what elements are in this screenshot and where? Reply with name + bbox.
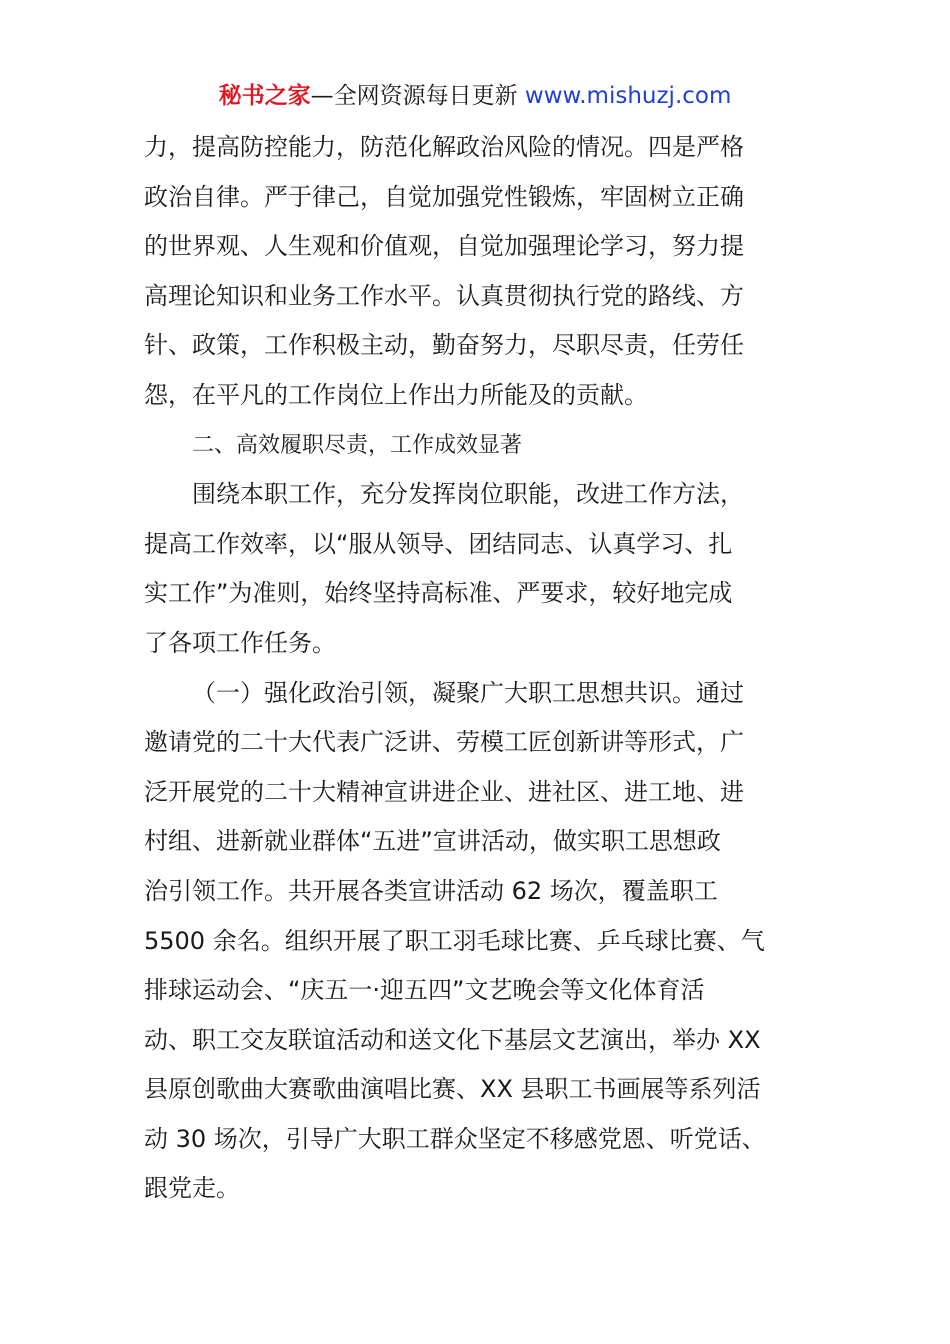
text-line: 力，提高防控能力，防范化解政治风险的情况。四是严格: [144, 133, 744, 161]
text-line: 怨，在平凡的工作岗位上作出力所能及的贡献。: [144, 380, 648, 409]
text-line: 高理论知识和业务工作水平。认真贯彻执行党的路线、方: [144, 281, 744, 310]
paragraph-first-line: 围绕本职工作，充分发挥岗位职能，改进工作方法，: [192, 480, 744, 509]
text-line: 政治自律。严于律己，自觉加强党性锻炼，牢固树立正确: [144, 182, 744, 211]
document-body: [144, 123, 814, 1214]
text-line: 泛开展党的二十大精神宣讲进企业、进社区、进工地、进: [144, 777, 744, 806]
text-line: 针、政策，工作积极主动，勤奋努力，尽职尽责，任劳任: [144, 331, 744, 360]
text-line: 治引领工作。共开展各类宣讲活动 62 场次，覆盖职工: [144, 876, 718, 905]
text-line: 的世界观、人生观和价值观，自觉加强理论学习，努力提: [144, 232, 744, 261]
text-line: 了各项工作任务。: [144, 628, 336, 657]
text-line: 实工作”为准则，始终坚持高标准、严要求，较好地完成: [144, 579, 733, 608]
header-tagline: —全网资源每日更新: [310, 83, 518, 109]
text-line: 县原创歌曲大赛歌曲演唱比赛、XX 县职工书画展等系列活: [144, 1075, 761, 1104]
text-line: 动、职工交友联谊活动和送文化下基层文艺演出，举办 XX: [144, 1025, 761, 1054]
page-header: [0, 80, 950, 112]
text-line: 5500 余名。组织开展了职工羽毛球比赛、乒乓球比赛、气: [144, 926, 765, 955]
section-heading: 二、高效履职尽责，工作成效显著: [192, 432, 523, 458]
text-line: 动 30 场次，引导广大职工群众坚定不移感党恩、听党话、: [144, 1124, 766, 1153]
website-link[interactable]: www.mishuzj.com: [524, 83, 732, 109]
text-line: 村组、进新就业群体“五进”宣讲活动，做实职工思想政: [144, 827, 721, 856]
text-line: 邀请党的二十大代表广泛讲、劳模工匠创新讲等形式，广: [144, 728, 744, 757]
brand-name: 秘书之家: [218, 83, 311, 109]
text-line: 排球运动会、“庆五一·迎五四”文艺晚会等文化体育活: [144, 976, 705, 1005]
paragraph-first-line: （一）强化政治引领，凝聚广大职工思想共识。通过: [192, 678, 744, 707]
text-line: 提高工作效率，以“服从领导、团结同志、认真学习、扎: [144, 529, 733, 558]
text-line: 跟党走。: [144, 1174, 240, 1203]
